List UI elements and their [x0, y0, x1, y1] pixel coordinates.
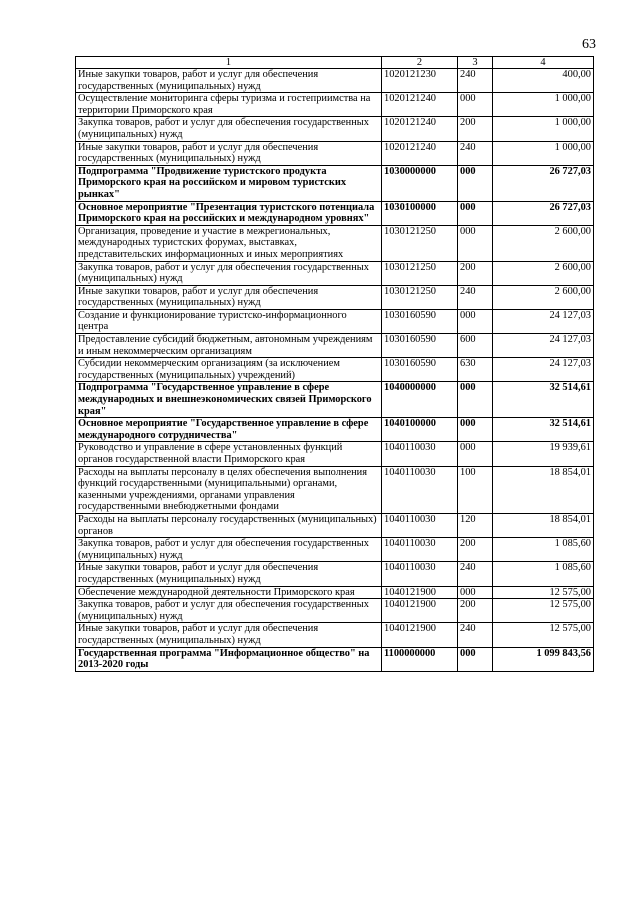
row-code-cell: 1040100000 [382, 418, 458, 442]
table-row [76, 647, 594, 671]
table-row [76, 93, 594, 117]
row-name-cell: Расходы на выплаты персоналу государственных (муниципальных) органов [76, 513, 382, 537]
table-row [76, 285, 594, 309]
row-sum-cell: 1 000,00 [493, 117, 594, 141]
table-row [76, 165, 594, 201]
row-code-cell: 1040110030 [382, 538, 458, 562]
table-row [76, 69, 594, 93]
row-sum-cell: 1 085,60 [493, 562, 594, 586]
row-sum-cell: 24 127,03 [493, 334, 594, 358]
row-sum-cell: 32 514,61 [493, 418, 594, 442]
row-expense-type-cell: 000 [458, 647, 493, 671]
row-sum-cell: 2 600,00 [493, 285, 594, 309]
row-sum-cell: 18 854,01 [493, 513, 594, 537]
row-sum-cell: 1 099 843,56 [493, 647, 594, 671]
row-code-cell: 1030160590 [382, 309, 458, 333]
row-code-cell: 1020121230 [382, 69, 458, 93]
row-code-cell: 1030121250 [382, 261, 458, 285]
row-code-cell: 1040110030 [382, 442, 458, 466]
row-name-cell: Закупка товаров, работ и услуг для обеспечения государственных (муниципальных) нужд [76, 599, 382, 623]
row-name-cell: Закупка товаров, работ и услуг для обеспечения государственных (муниципальных) нужд [76, 261, 382, 285]
table-row [76, 562, 594, 586]
row-name-cell: Иные закупки товаров, работ и услуг для обеспечения государственных (муниципальных) нужд [76, 69, 382, 93]
row-name-cell: Осуществление мониторинга сферы туризма и гостеприимства на территории Приморского края [76, 93, 382, 117]
row-code-cell: 1040121900 [382, 586, 458, 599]
table-row [76, 586, 594, 599]
table-row [76, 382, 594, 418]
row-name-cell: Иные закупки товаров, работ и услуг для обеспечения государственных (муниципальных) нужд [76, 562, 382, 586]
table-row [76, 513, 594, 537]
row-code-cell: 1030000000 [382, 165, 458, 201]
table-row [76, 599, 594, 623]
row-expense-type-cell: 200 [458, 538, 493, 562]
row-expense-type-cell: 240 [458, 623, 493, 647]
row-sum-cell: 19 939,61 [493, 442, 594, 466]
row-expense-type-cell: 000 [458, 93, 493, 117]
row-expense-type-cell: 000 [458, 442, 493, 466]
table-body [76, 69, 594, 672]
row-code-cell: 1040110030 [382, 513, 458, 537]
budget-table [75, 56, 594, 672]
table-row [76, 418, 594, 442]
row-expense-type-cell: 240 [458, 562, 493, 586]
row-code-cell: 1030121250 [382, 285, 458, 309]
row-expense-type-cell: 120 [458, 513, 493, 537]
row-name-cell: Руководство и управление в сфере установленных функций органов государственной власти Приморского края [76, 442, 382, 466]
row-sum-cell: 32 514,61 [493, 382, 594, 418]
row-expense-type-cell: 600 [458, 334, 493, 358]
row-sum-cell: 400,00 [493, 69, 594, 93]
row-sum-cell: 26 727,03 [493, 165, 594, 201]
table-row [76, 261, 594, 285]
row-code-cell: 1020121240 [382, 117, 458, 141]
row-expense-type-cell: 000 [458, 225, 493, 261]
row-name-cell: Субсидии некоммерческим организациям (за исключением государственных (муниципальных) учреждений) [76, 358, 382, 382]
row-code-cell: 1020121240 [382, 141, 458, 165]
column-header-4: 4 [493, 57, 594, 69]
row-sum-cell: 24 127,03 [493, 358, 594, 382]
row-sum-cell: 1 000,00 [493, 141, 594, 165]
table-row [76, 442, 594, 466]
row-name-cell: Основное мероприятие "Государственное управление в сфере международного сотрудничества" [76, 418, 382, 442]
table-row [76, 117, 594, 141]
row-name-cell: Подпрограмма "Государственное управление в сфере международных и внешнеэкономических связей Приморского края" [76, 382, 382, 418]
row-name-cell: Предоставление субсидий бюджетным, автономным учреждениям и иным некоммерческим организациям [76, 334, 382, 358]
row-sum-cell: 1 085,60 [493, 538, 594, 562]
row-expense-type-cell: 000 [458, 418, 493, 442]
row-name-cell: Обеспечение международной деятельности Приморского края [76, 586, 382, 599]
table-row [76, 623, 594, 647]
row-name-cell: Основное мероприятие "Презентация туристского потенциала Приморского края на российских и международном уровнях" [76, 201, 382, 225]
row-code-cell: 1030160590 [382, 358, 458, 382]
page-number: 63 [582, 37, 596, 52]
column-header-2: 2 [382, 57, 458, 69]
row-expense-type-cell: 240 [458, 141, 493, 165]
column-header-3: 3 [458, 57, 493, 69]
row-expense-type-cell: 200 [458, 599, 493, 623]
row-name-cell: Расходы на выплаты персоналу в целях обеспечения выполнения функций государственными (муниципальными) органами, казенными учреждениями, органами управления государственными внебюджетными фондами [76, 466, 382, 513]
row-expense-type-cell: 200 [458, 117, 493, 141]
row-expense-type-cell: 200 [458, 261, 493, 285]
table-row [76, 309, 594, 333]
row-expense-type-cell: 000 [458, 382, 493, 418]
row-sum-cell: 18 854,01 [493, 466, 594, 513]
table-row [76, 334, 594, 358]
row-expense-type-cell: 000 [458, 165, 493, 201]
row-sum-cell: 24 127,03 [493, 309, 594, 333]
row-name-cell: Подпрограмма "Продвижение туристского продукта Приморского края на российском и мировом туристских рынках" [76, 165, 382, 201]
row-sum-cell: 12 575,00 [493, 586, 594, 599]
table-row [76, 201, 594, 225]
row-code-cell: 1040110030 [382, 562, 458, 586]
table-header-row [76, 57, 594, 69]
row-name-cell: Организация, проведение и участие в межрегиональных, международных туристских форумах, выставках, представительских информационных и иных мероприятиях [76, 225, 382, 261]
row-code-cell: 1040121900 [382, 623, 458, 647]
row-expense-type-cell: 240 [458, 69, 493, 93]
row-expense-type-cell: 100 [458, 466, 493, 513]
row-code-cell: 1030121250 [382, 225, 458, 261]
row-name-cell: Иные закупки товаров, работ и услуг для обеспечения государственных (муниципальных) нужд [76, 623, 382, 647]
row-name-cell: Создание и функционирование туристско-информационного центра [76, 309, 382, 333]
row-name-cell: Закупка товаров, работ и услуг для обеспечения государственных (муниципальных) нужд [76, 538, 382, 562]
row-code-cell: 1020121240 [382, 93, 458, 117]
row-expense-type-cell: 630 [458, 358, 493, 382]
row-expense-type-cell: 240 [458, 285, 493, 309]
table-row [76, 358, 594, 382]
row-sum-cell: 12 575,00 [493, 623, 594, 647]
row-expense-type-cell: 000 [458, 586, 493, 599]
table-row [76, 466, 594, 513]
row-sum-cell: 2 600,00 [493, 261, 594, 285]
row-code-cell: 1040121900 [382, 599, 458, 623]
row-name-cell: Закупка товаров, работ и услуг для обеспечения государственных (муниципальных) нужд [76, 117, 382, 141]
row-sum-cell: 2 600,00 [493, 225, 594, 261]
row-sum-cell: 1 000,00 [493, 93, 594, 117]
row-code-cell: 1030100000 [382, 201, 458, 225]
row-expense-type-cell: 000 [458, 309, 493, 333]
table-row [76, 141, 594, 165]
table-row [76, 538, 594, 562]
row-code-cell: 1100000000 [382, 647, 458, 671]
row-sum-cell: 12 575,00 [493, 599, 594, 623]
row-name-cell: Государственная программа "Информационное общество" на 2013-2020 годы [76, 647, 382, 671]
column-header-1: 1 [76, 57, 382, 69]
row-expense-type-cell: 000 [458, 201, 493, 225]
row-code-cell: 1030160590 [382, 334, 458, 358]
row-name-cell: Иные закупки товаров, работ и услуг для обеспечения государственных (муниципальных) нужд [76, 285, 382, 309]
row-code-cell: 1040000000 [382, 382, 458, 418]
table-row [76, 225, 594, 261]
row-sum-cell: 26 727,03 [493, 201, 594, 225]
row-code-cell: 1040110030 [382, 466, 458, 513]
row-name-cell: Иные закупки товаров, работ и услуг для обеспечения государственных (муниципальных) нужд [76, 141, 382, 165]
